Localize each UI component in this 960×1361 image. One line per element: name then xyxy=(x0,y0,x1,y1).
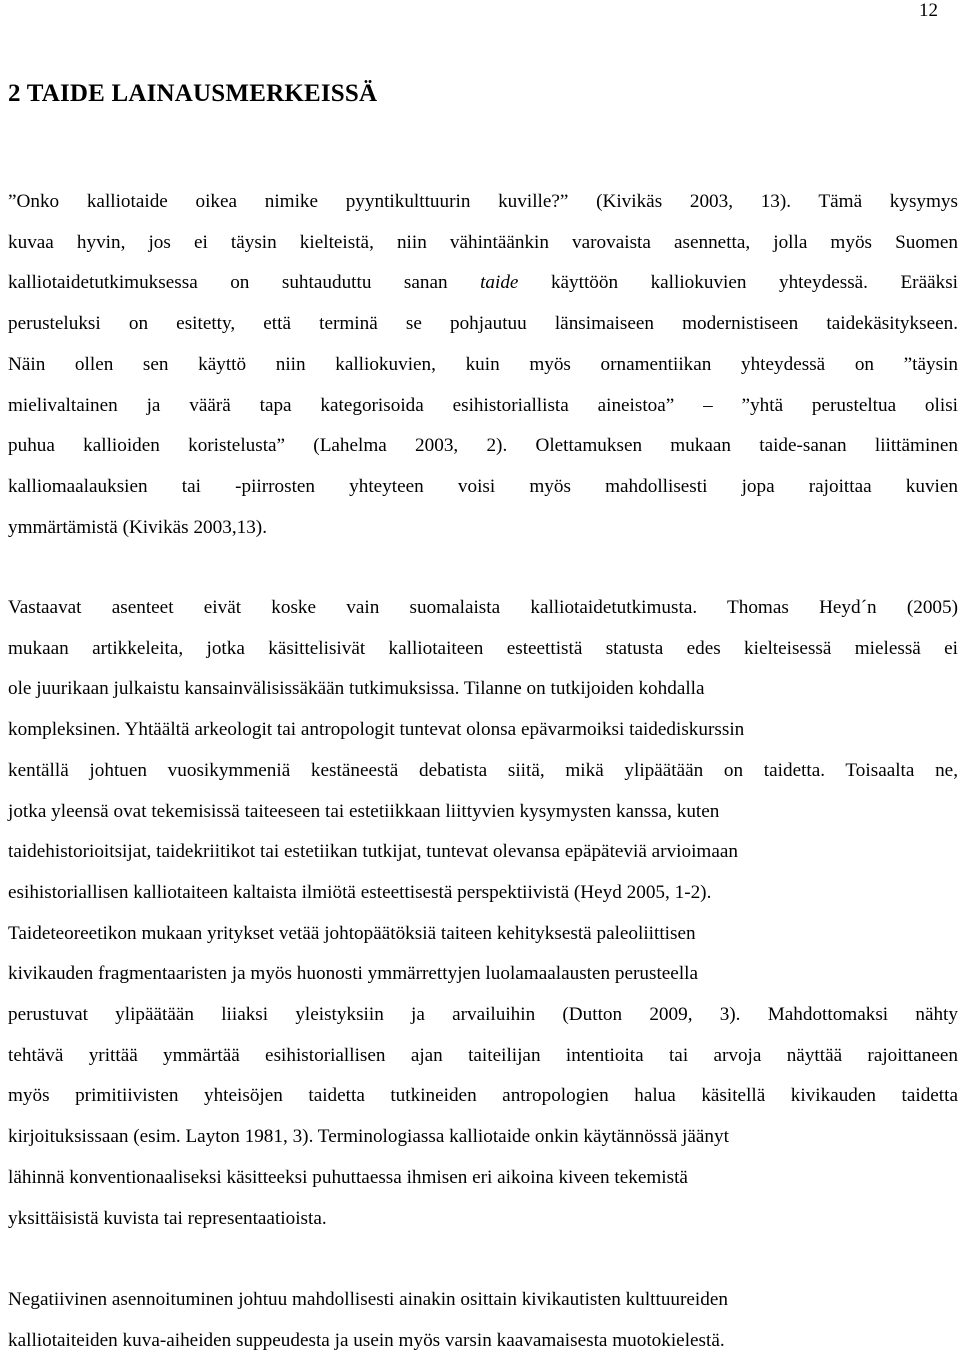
paragraph-3 xyxy=(8,1280,958,1361)
text-segment: ”Onko kalliotaide oikea nimike pyyntikulttuurin kuville?” (Kivikäs 2003, 13). Tämä kysymys xyxy=(8,191,958,212)
text-line xyxy=(8,1036,958,1077)
text-segment: kivikauden fragmentaaristen ja myös huonosti ymmärrettyjen luolamaalausten perusteella xyxy=(8,963,699,985)
text-segment: yksittäisistä kuvista tai representaatioista. xyxy=(8,1207,327,1229)
text-line xyxy=(8,751,958,792)
text-line xyxy=(8,1158,958,1199)
text-segment: mielivaltainen ja väärä tapa kategorisoida esihistoriallista aineistoa” – ”yhtä perusteltua olisi xyxy=(8,394,958,416)
text-segment: taidehistorioitsijat, taidekriitikot tai estetiikan tutkijat, tuntevat olevansa epäpäteviä arvioimaan xyxy=(8,841,738,863)
text-line xyxy=(8,508,958,549)
text-segment: kirjoituksissaan (esim. Layton 1981, 3). Terminologiassa kalliotaide onkin käytännössä jäänyt xyxy=(8,1126,729,1148)
text-segment: Taideteoreetikon mukaan yritykset vetää johtopäätöksiä taiteen kehityksestä paleoliittisen xyxy=(8,922,696,944)
text-line xyxy=(8,223,958,264)
text-line xyxy=(8,304,958,345)
text-segment: lähinnä konventionaaliseksi käsitteeksi puhuttaessa ihmisen eri aikoina kiveen tekemistä xyxy=(8,1166,688,1188)
text-line xyxy=(8,345,958,386)
text-segment: Näin ollen sen käyttö niin kalliokuvien, kuin myös ornamentiikan yhteydessä on ”täysin xyxy=(8,353,958,375)
text-segment: käyttöön kalliokuvien yhteydessä. Erääksi xyxy=(518,272,958,294)
text-segment: Negatiivinen asennoituminen johtuu mahdollisesti ainakin osittain kivikautisten kulttuureiden xyxy=(8,1289,728,1310)
text-segment: mukaan artikkeleita, jotka käsittelisivät kalliotaiteen esteettistä statusta edes kielteisessä mielessä ei xyxy=(8,637,958,659)
text-line xyxy=(8,386,958,427)
text-line xyxy=(8,629,958,670)
text-line xyxy=(8,873,958,914)
text-line xyxy=(8,710,958,751)
text-line xyxy=(8,669,958,710)
text-segment: jotka yleensä ovat tekemisissä taiteeseen tai estetiikkaan liittyvien kysymysten kanssa, kuten xyxy=(8,800,720,822)
text-segment: ole juurikaan julkaistu kansainvälisissäkään tutkimuksissa. Tilanne on tutkijoiden kohdalla xyxy=(8,678,705,700)
chapter-title: 2 TAIDE LAINAUSMERKEISSÄ xyxy=(8,80,378,107)
text-line xyxy=(8,914,958,955)
text-segment: kuvaa hyvin, jos ei täysin kielteistä, niin vähintäänkin varovaista asennetta, jolla myös Suomen xyxy=(8,231,958,253)
italic-term: taide xyxy=(480,272,519,294)
text-line xyxy=(8,954,958,995)
text-segment: ymmärtämistä (Kivikäs 2003,13). xyxy=(8,516,267,538)
text-line xyxy=(8,182,958,223)
text-segment: perustuvat ylipäätään liiaksi yleistyksiin ja arvailuihin (Dutton 2009, 3). Mahdottomaksi nähty xyxy=(8,1004,958,1026)
text-line xyxy=(8,426,958,467)
text-line xyxy=(8,1321,958,1361)
text-line xyxy=(8,1280,958,1321)
text-line xyxy=(8,1117,958,1158)
page-number: 12 xyxy=(919,0,938,21)
text-segment: myös primitiivisten yhteisöjen taidetta tutkineiden antropologien halua käsitellä kivikauden taidetta xyxy=(8,1085,958,1107)
paragraph-1 xyxy=(8,182,958,548)
text-line xyxy=(8,263,958,304)
text-segment: kalliotaiteiden kuva-aiheiden suppeudesta ja usein myös varsin kaavamaisesta muotokielestä. xyxy=(8,1329,725,1351)
text-segment: puhua kallioiden koristelusta” (Lahelma 2003, 2). Olettamuksen mukaan taide-sanan liittäminen xyxy=(8,435,958,457)
text-segment: kalliomaalauksien tai -piirrosten yhteyteen voisi myös mahdollisesti jopa rajoittaa kuvien xyxy=(8,475,958,497)
text-segment: perusteluksi on esitetty, että terminä se pohjautuu länsimaiseen modernistiseen taidekäsitykseen. xyxy=(8,313,958,335)
text-segment: kompleksinen. Yhtäältä arkeologit tai antropologit tuntevat olonsa epävarmoiksi taidediskurssin xyxy=(8,719,745,741)
text-segment: esihistoriallisen kalliotaiteen kaltaista ilmiötä esteettisestä perspektiivistä (Heyd 2005, 1-2). xyxy=(8,881,712,903)
text-line xyxy=(8,995,958,1036)
text-line xyxy=(8,1076,958,1117)
text-segment: tehtävä yrittää ymmärtää esihistoriallisen ajan taiteilijan intentioita tai arvoja näyttää rajoittaneen xyxy=(8,1044,958,1066)
text-line xyxy=(8,792,958,833)
text-line xyxy=(8,588,958,629)
text-line xyxy=(8,1199,958,1240)
text-segment: kentällä johtuen vuosikymmeniä kestäneestä debatista siitä, mikä ylipäätään on taidetta. Toisaalta ne, xyxy=(8,759,958,781)
text-segment: Vastaavat asenteet eivät koske vain suomalaista kalliotaidetutkimusta. Thomas Heyd´n (2005) xyxy=(8,597,958,618)
text-segment: kalliotaidetutkimuksessa on suhtauduttu sanan xyxy=(8,272,481,294)
paragraph-2 xyxy=(8,588,958,1239)
text-line xyxy=(8,832,958,873)
text-line xyxy=(8,467,958,508)
